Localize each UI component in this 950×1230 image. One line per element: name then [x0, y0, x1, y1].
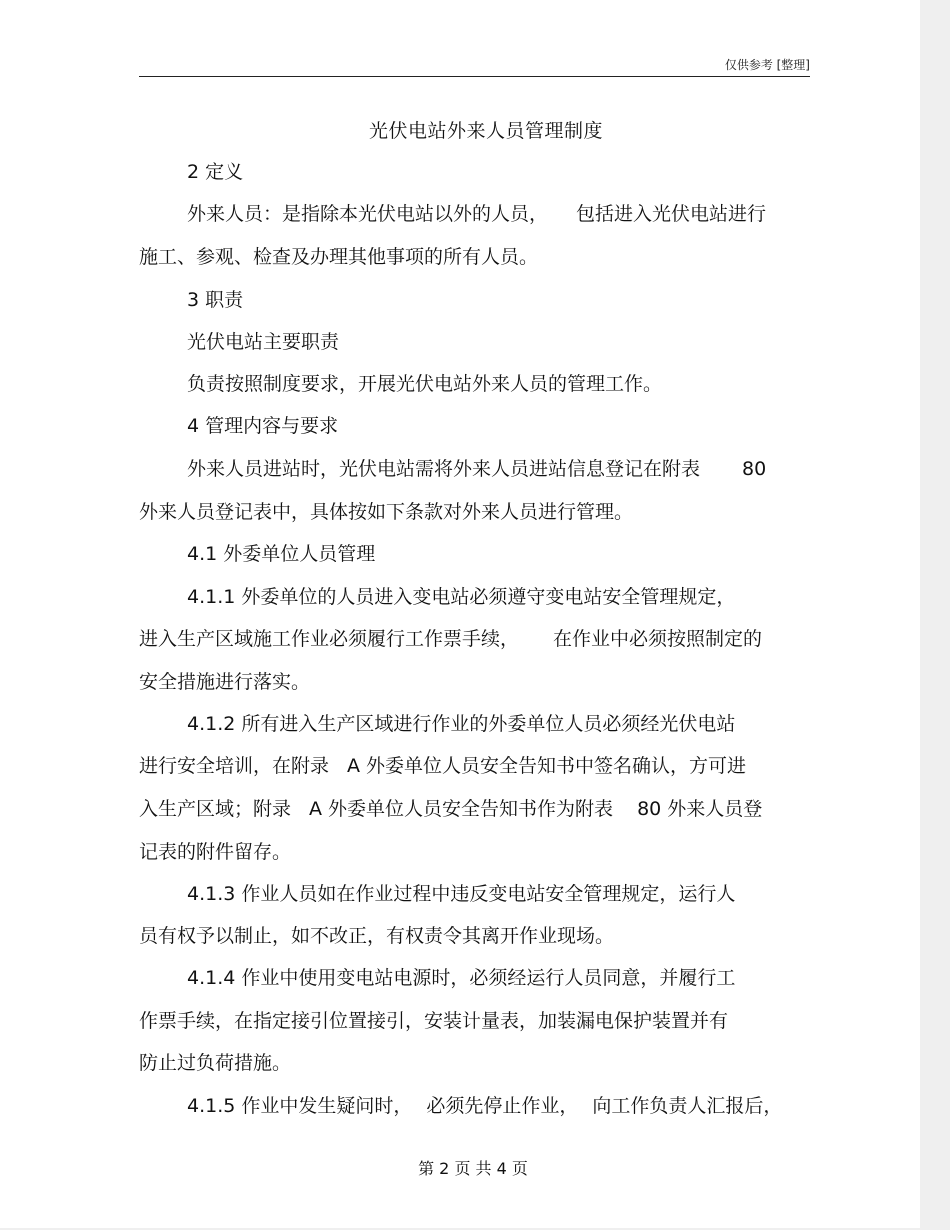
- text-span: A 外委单位人员安全告知书作为附表: [309, 798, 614, 820]
- paragraph-line: 防止过负荷措施。: [139, 1052, 292, 1074]
- page-number: 第 2 页 共 4 页: [418, 1159, 528, 1178]
- header-divider: [139, 76, 810, 77]
- text-span: 在作业中必须按照制定的: [553, 628, 763, 650]
- paragraph-line: [187, 1094, 782, 1118]
- paragraph-line: 员有权予以制止，如不改正，有权责令其离开作业现场。: [139, 925, 615, 947]
- text-span: A 外委单位人员安全告知书中签名确认，方可进: [347, 755, 747, 777]
- section-heading-duties: 3 职责: [187, 289, 244, 311]
- paragraph-line: 施工、参观、检查及办理其他事项的所有人员。: [139, 246, 539, 268]
- text-span: 进入生产区域施工作业必须履行工作票手续，: [139, 628, 520, 650]
- paragraph-line: [139, 627, 762, 651]
- text-span: 必须先停止作业，: [426, 1095, 579, 1117]
- paragraph-line: [139, 797, 762, 821]
- paragraph-line: 4.1.2 所有进入生产区域进行作业的外委单位人员必须经光伏电站: [187, 713, 736, 735]
- paragraph-line: 安全措施进行落实。: [139, 671, 311, 693]
- clause-heading: 4.1 外委单位人员管理: [187, 543, 376, 565]
- text-span: 80: [742, 458, 767, 480]
- subheading: 光伏电站主要职责: [187, 331, 340, 353]
- text-span: 4.1.5 作业中发生疑问时，: [187, 1095, 413, 1117]
- paragraph-line: [187, 202, 766, 226]
- text-span: 外来人员：是指除本光伏电站以外的人员，: [187, 203, 549, 225]
- text-span: 向工作负责人汇报后，: [592, 1095, 783, 1117]
- paragraph-line: 4.1.1 外委单位的人员进入变电站必须遵守变电站安全管理规定，: [187, 586, 736, 608]
- paragraph-line: 作票手续，在指定接引位置接引，安装计量表，加装漏电保护装置并有: [139, 1010, 729, 1032]
- section-heading-definition: 2 定义: [187, 161, 244, 183]
- text-span: 外来人员进站时，光伏电站需将外来人员进站信息登记在附表: [187, 458, 701, 480]
- paragraph-line: 记表的附件留存。: [139, 841, 292, 863]
- paragraph-line: 外来人员登记表中，具体按如下条款对外来人员进行管理。: [139, 501, 634, 523]
- text-span: 进行安全培训，在附录: [139, 755, 330, 777]
- section-heading-management: 4 管理内容与要求: [187, 415, 339, 437]
- paragraph-line: 4.1.4 作业中使用变电站电源时，必须经运行人员同意，并履行工: [187, 967, 736, 989]
- text-span: 包括进入光伏电站进行: [576, 203, 767, 225]
- paragraph-line: 4.1.3 作业人员如在作业过程中违反变电站安全管理规定，运行人: [187, 883, 736, 905]
- header-note: 仅供参考 [整理]: [724, 58, 810, 72]
- text-span: 入生产区域；附录: [139, 798, 292, 820]
- text-span: 80 外来人员登: [637, 798, 763, 820]
- paragraph-line: 负责按照制度要求，开展光伏电站外来人员的管理工作。: [187, 373, 663, 395]
- document-title: 光伏电站外来人员管理制度: [368, 120, 603, 142]
- paragraph-line: [187, 457, 766, 481]
- paragraph-line: [139, 754, 746, 778]
